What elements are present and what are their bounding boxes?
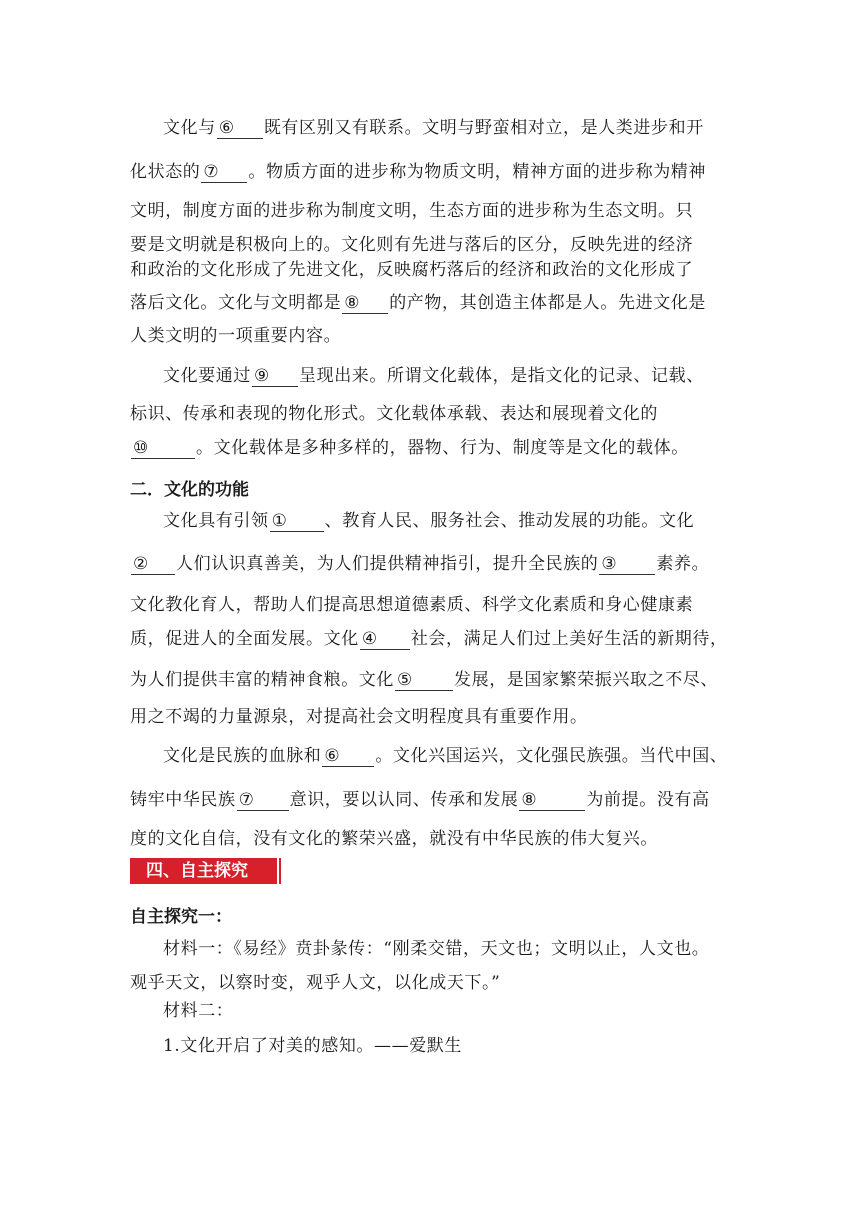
text-line: 标识、传承和表现的物化形式。文化载体承载、表达和展现着文化的 <box>130 404 658 424</box>
text-line <box>130 669 730 691</box>
fill-blank: ⑥ <box>322 746 374 767</box>
fill-blank: ⑥ <box>217 118 263 139</box>
text: 既有区别又有联系。文明与野蛮相对立，是人类进步和开 <box>263 118 704 138</box>
fill-blank: ⑧ <box>519 790 585 811</box>
text-line <box>163 510 730 532</box>
text-line <box>163 745 730 767</box>
text: 发展，是国家繁荣振兴取之不尽、 <box>454 670 718 690</box>
text: 文化具有引领 <box>163 511 269 531</box>
text-line: 1.文化开启了对美的感知。——爱默生 <box>163 1036 463 1056</box>
text-line: 度的文化自信，没有文化的繁荣兴盛，就没有中华民族的伟大复兴。 <box>130 829 658 849</box>
text-line: 用之不竭的力量源泉，对提高社会文明程度具有重要作用。 <box>130 707 588 727</box>
subsection-heading: 自主探究一： <box>130 907 232 927</box>
fill-blank: ① <box>270 511 324 532</box>
text: 呈现出来。所谓文化载体，是指文化的记录、记载、 <box>299 366 704 386</box>
fill-blank: ③ <box>599 554 655 575</box>
text-line: 和政治的文化形成了先进文化，反映腐朽落后的经济和政治的文化形成了 <box>130 260 694 280</box>
text: 、教育人民、服务社会、推动发展的功能。文化 <box>324 511 695 531</box>
fill-blank: ⑧ <box>342 293 388 314</box>
fill-blank: ⑤ <box>395 670 453 691</box>
text-line: 材料二： <box>163 1001 234 1021</box>
text: 文化要通过 <box>163 366 251 386</box>
text-line <box>130 292 730 314</box>
fill-blank: ② <box>131 554 175 575</box>
text-line <box>130 161 730 183</box>
fill-blank: ⑨ <box>252 366 298 387</box>
text-line: 文化教化育人，帮助人们提高思想道德素质、科学文化素质和身心健康素 <box>130 595 694 615</box>
section-banner: 四、自主探究 <box>130 858 277 884</box>
text-line: 材料一：《易经》贲卦彖传：“刚柔交错，天文也；文明以止，人文也。 <box>163 939 710 959</box>
text: 人们认识真善美，为人们提供精神指引，提升全民族的 <box>176 554 599 574</box>
text: 质，促进人的全面发展。文化 <box>130 629 359 649</box>
text-line <box>130 628 730 650</box>
text-line <box>130 553 730 575</box>
text: 落后文化。文化与文明都是 <box>130 293 342 313</box>
text: 素养。 <box>656 554 710 574</box>
text: 文化是民族的血脉和 <box>163 746 322 766</box>
text: 铸牢中华民族 <box>130 790 236 810</box>
text-line: 观乎天文，以察时变，观乎人文，以化成天下。” <box>130 973 501 993</box>
text: 。文化载体是多种多样的，器物、行为、制度等是文化的载体。 <box>196 438 689 458</box>
text: 。文化兴国运兴，文化强民族强。当代中国、 <box>375 746 728 766</box>
text-line <box>130 437 730 459</box>
text: 的产物，其创造主体都是人。先进文化是 <box>389 293 707 313</box>
text: 意识，要以认同、传承和发展 <box>289 790 519 810</box>
fill-blank: ④ <box>360 629 410 650</box>
text-line: 人类文明的一项重要内容。 <box>130 326 342 346</box>
text: 化状态的 <box>130 162 201 182</box>
text-line <box>163 117 730 139</box>
fill-blank: ⑦ <box>201 162 247 183</box>
fill-blank: ⑩ <box>131 438 195 459</box>
text-line <box>130 789 730 811</box>
fill-blank: ⑦ <box>237 790 289 811</box>
section-heading: 二．文化的功能 <box>130 480 249 500</box>
text: 社会，满足人们过上美好生活的新期待， <box>410 629 728 649</box>
text: 。物质方面的进步称为物质文明，精神方面的进步称为精神 <box>248 162 707 182</box>
text-line: 要是文明就是积极向上的。文化则有先进与落后的区分，反映先进的经济 <box>130 235 694 255</box>
text: 为人们提供丰富的精神食粮。文化 <box>130 670 394 690</box>
text-line: 文明，制度方面的进步称为制度文明，生态方面的进步称为生态文明。只 <box>130 201 694 221</box>
text: 文化与 <box>163 118 216 138</box>
text-line <box>163 365 730 387</box>
text: 为前提。没有高 <box>586 790 710 810</box>
